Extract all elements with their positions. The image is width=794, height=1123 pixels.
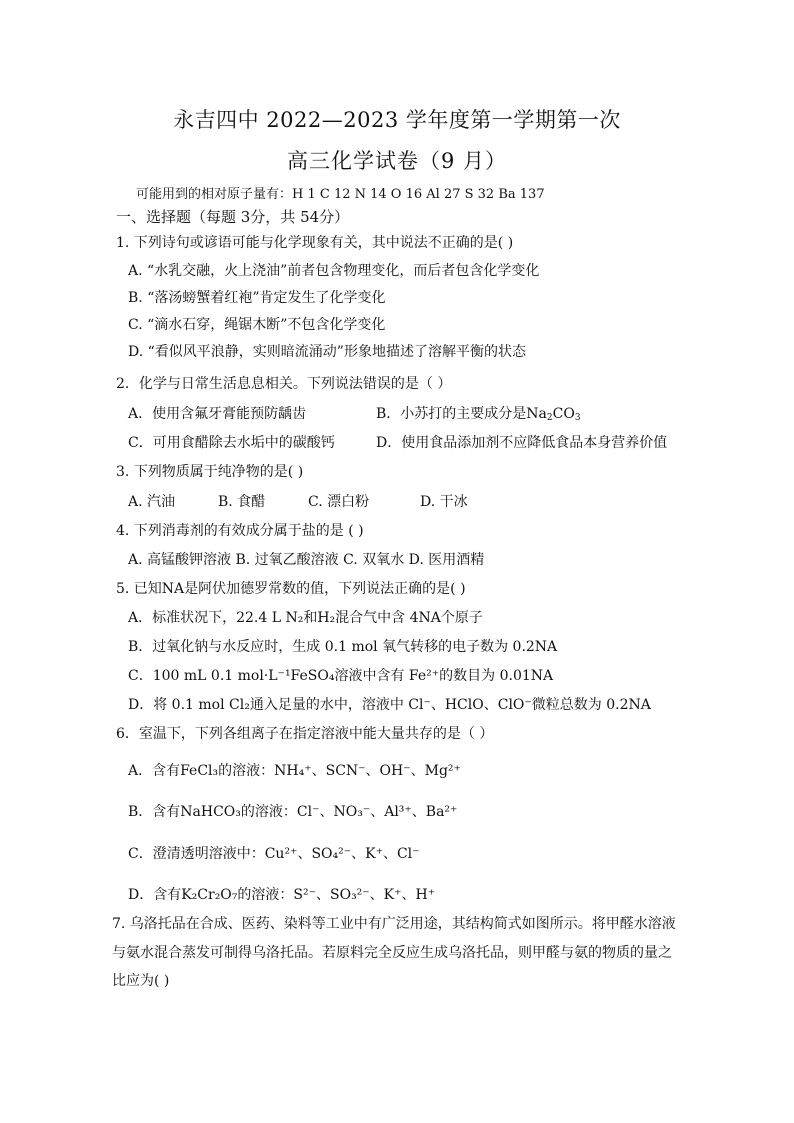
question-1-stem: 1. 下列诗句或谚语可能与化学现象有关，其中说法不正确的是( ) <box>116 235 514 251</box>
question-3-option-d: D. 干冰 <box>420 494 468 510</box>
question-2-option-c: C．可用食醋除去水垢中的碳酸钙 <box>128 435 335 451</box>
question-7-line-1: 7. 乌洛托品在合成、医药、染料等工业中有广泛用途，其结构简式如图所示。将甲醛水溶液 <box>112 916 676 932</box>
question-6-stem: 6．室温下，下列各组离子在指定溶液中能大量共存的是（ ） <box>116 726 494 742</box>
question-2-option-b <box>376 403 581 423</box>
question-5-option-a: A．标准状况下，22.4 L N₂和H₂混合气中含 4NA个原子 <box>128 610 483 626</box>
question-3-stem: 3. 下列物质属于纯净物的是( ) <box>116 464 304 480</box>
formula-na: Na <box>526 406 547 422</box>
question-3-option-a: A. 汽油 <box>128 494 176 510</box>
question-4-stem: 4. 下列消毒剂的有效成分属于盐的是 ( ) <box>116 523 364 539</box>
exam-title-line2: 高三化学试卷（9 月） <box>286 149 508 173</box>
question-2-stem: 2．化学与日常生活息息相关。下列说法错误的是（ ） <box>116 376 452 392</box>
question-2-option-b-text: B．小苏打的主要成分是 <box>376 406 527 422</box>
question-1-option-b: B. “落汤螃蟹着红袍”肯定发生了化学变化 <box>128 290 386 306</box>
question-5-option-b: B．过氧化钠与水反应时，生成 0.1 mol 氧气转移的电子数为 0.2NA <box>128 639 558 655</box>
question-2-option-d: D．使用食品添加剂不应降低食品本身营养价值 <box>376 435 668 451</box>
question-5-stem: 5. 已知NA是阿伏加德罗常数的值，下列说法正确的是( ) <box>116 581 466 597</box>
question-6-option-c: C．澄清透明溶液中：Cu²⁺、SO₄²⁻、K⁺、Cl⁻ <box>128 846 420 862</box>
formula-co: CO <box>552 406 575 422</box>
question-4-options: A. 高锰酸钾溶液 B. 过氧乙酸溶液 C. 双氧水 D. 医用酒精 <box>128 552 485 568</box>
question-1-option-d: D. “看似风平浪静，实则暗流涌动”形象地描述了溶解平衡的状态 <box>128 344 526 360</box>
question-7-line-2: 与氨水混合蒸发可制得乌洛托品。若原料完全反应生成乌洛托品，则甲醛与氨的物质的量之 <box>112 945 672 961</box>
question-7-line-3: 比应为( ) <box>112 973 170 989</box>
question-5-option-d: D．将 0.1 mol Cl₂通入足量的水中，溶液中 Cl⁻、HClO、ClO⁻微粒总数为 0.2NA <box>128 697 651 713</box>
question-5-option-c: C．100 mL 0.1 mol·L⁻¹FeSO₄溶液中含有 Fe²⁺的数目为 0.01NA <box>128 668 554 684</box>
exam-title-line1: 永吉四中 2022—2023 学年度第一学期第一次 <box>173 108 621 132</box>
atomic-masses: 可能用到的相对原子量有：H 1 C 12 N 14 O 16 Al 27 S 32 Ba 137 <box>136 187 545 202</box>
question-1-option-a: A. “水乳交融，火上浇油”前者包含物理变化，而后者包含化学变化 <box>128 263 540 279</box>
question-2-option-a: A．使用含氟牙膏能预防龋齿 <box>128 406 307 422</box>
question-3-option-b: B. 食醋 <box>218 494 266 510</box>
question-6-option-d: D．含有K₂Cr₂O₇的溶液：S²⁻、SO₃²⁻、K⁺、H⁺ <box>128 887 436 903</box>
question-3-option-c: C. 漂白粉 <box>308 494 370 510</box>
formula-sub: 2 <box>546 413 553 423</box>
section-heading: 一、选择题（每题 3分，共 54分） <box>116 208 350 226</box>
question-6-option-a: A．含有FeCl₃的溶液：NH₄⁺、SCN⁻、OH⁻、Mg²⁺ <box>128 763 461 779</box>
question-1-option-c: C. “滴水石穿，绳锯木断”不包含化学变化 <box>128 317 386 333</box>
question-6-option-b: B．含有NaHCO₃的溶液：Cl⁻、NO₃⁻、Al³⁺、Ba²⁺ <box>128 804 458 820</box>
formula-sub: 3 <box>574 413 581 423</box>
